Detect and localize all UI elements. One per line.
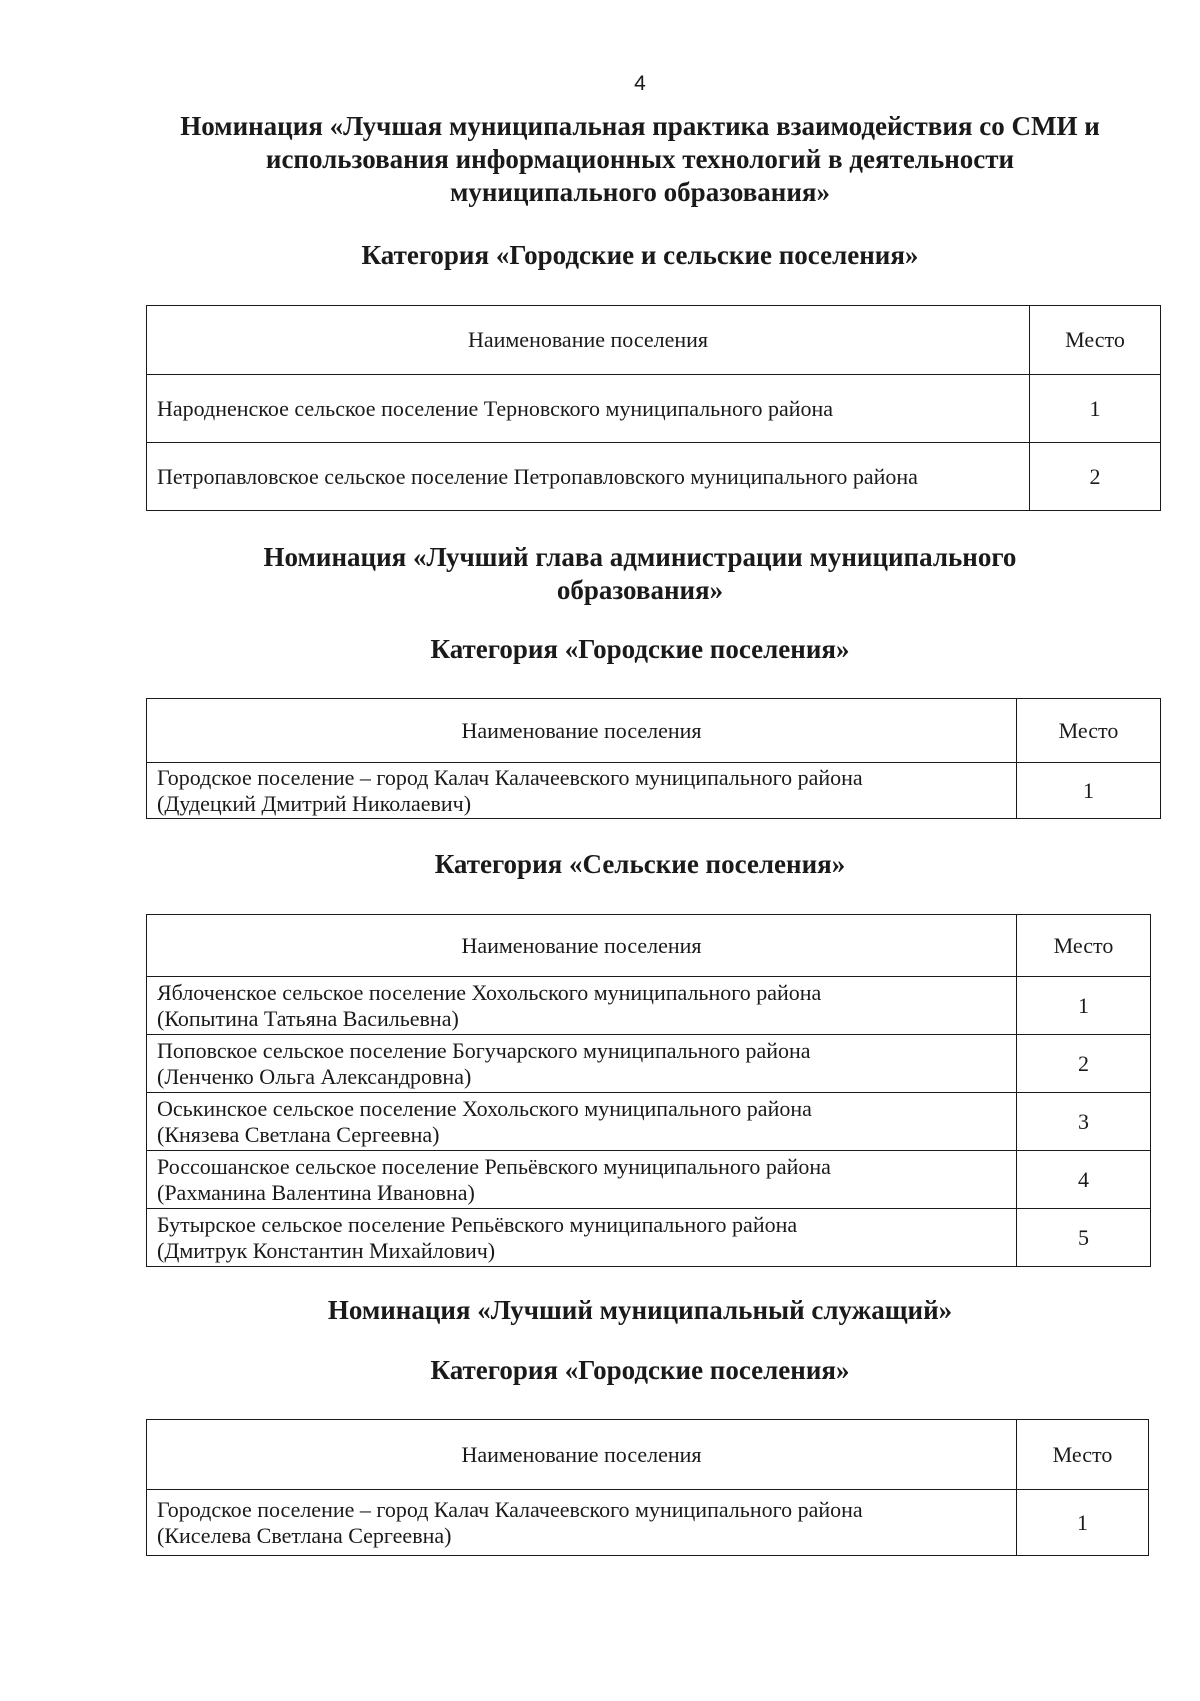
nomination-2-title	[0, 541, 1200, 607]
place-value: 2	[1017, 1035, 1151, 1093]
nomination-2-category-rural: Категория «Сельские поселения»	[434, 849, 846, 879]
settlement-name	[147, 1490, 1017, 1556]
nomination-1-title-line1: Номинация «Лучшая муниципальная практика взаимодействия со СМИ и	[180, 111, 1100, 141]
table-header-row	[147, 306, 1161, 375]
settlement-line: Оськинское сельское поселение Хохольского муниципального района	[157, 1095, 812, 1121]
person-name: (Киселева Светлана Сергеевна)	[157, 1522, 452, 1548]
settlement-line: Яблоченское сельское поселение Хохольского муниципального района	[157, 979, 822, 1005]
person-name: (Рахманина Валентина Ивановна)	[157, 1179, 475, 1205]
place-value: 2	[1030, 443, 1161, 511]
settlement-line: Городское поселение – город Калач Калачеевского муниципального района	[157, 764, 863, 790]
place-value: 1	[1017, 977, 1151, 1035]
place-value: 5	[1017, 1209, 1151, 1267]
person-name: (Дудецкий Дмитрий Николаевич)	[157, 790, 472, 816]
nomination-2-urban-table	[146, 698, 1161, 819]
table-header-row	[147, 915, 1151, 977]
table-row	[147, 1093, 1151, 1151]
header-name: Наименование поселения	[147, 915, 1017, 977]
nomination-2-title-line2: образования»	[556, 575, 724, 605]
table-header-row	[147, 699, 1161, 763]
place-value: 4	[1017, 1151, 1151, 1209]
nomination-3-table	[146, 1419, 1149, 1556]
nomination-1-title	[0, 110, 1200, 209]
nomination-2-category-urban: Категория «Городские поселения»	[430, 634, 850, 664]
table-row	[147, 1035, 1151, 1093]
settlement-line: Поповское сельское поселение Богучарского муниципального района	[157, 1037, 811, 1063]
nomination-2-title-line1: Номинация «Лучший глава администрации муниципального	[263, 542, 1017, 572]
table-row	[147, 977, 1151, 1035]
place-value: 3	[1017, 1093, 1151, 1151]
table-row	[147, 1209, 1151, 1267]
page-number: 4	[634, 72, 646, 95]
nomination-1-title-line3: муниципального образования»	[449, 177, 831, 207]
table-row	[147, 1490, 1149, 1556]
settlement-name	[147, 1035, 1017, 1093]
person-name: (Копытина Татьяна Васильевна)	[157, 1005, 459, 1031]
person-name: (Дмитрук Константин Михайлович)	[157, 1237, 496, 1263]
header-place: Место	[1017, 915, 1151, 977]
nomination-2-rural-table	[146, 914, 1151, 1267]
settlement-name: Народненское сельское поселение Терновского муниципального района	[147, 375, 1030, 443]
settlement-name	[147, 763, 1017, 819]
settlement-name: Петропавловское сельское поселение Петропавловского муниципального района	[147, 443, 1030, 511]
table-row	[147, 375, 1161, 443]
nomination-1-title-line2: использования информационных технологий в деятельности	[265, 144, 1015, 174]
nomination-1-table	[146, 305, 1161, 511]
place-value: 1	[1017, 763, 1161, 819]
settlement-name	[147, 1209, 1017, 1267]
header-place: Место	[1030, 306, 1161, 375]
person-name: (Князева Светлана Сергеевна)	[157, 1121, 440, 1147]
nomination-3-category: Категория «Городские поселения»	[430, 1355, 850, 1385]
header-place: Место	[1017, 1420, 1149, 1490]
settlement-name	[147, 1093, 1017, 1151]
settlement-line: Городское поселение – город Калач Калачеевского муниципального района	[157, 1496, 863, 1522]
table-row	[147, 763, 1161, 819]
nomination-1-category: Категория «Городские и сельские поселения»	[361, 240, 919, 270]
table-row	[147, 443, 1161, 511]
place-value: 1	[1030, 375, 1161, 443]
place-value: 1	[1017, 1490, 1149, 1556]
settlement-line: Бутырское сельское поселение Репьёвского муниципального района	[157, 1211, 798, 1237]
header-place: Место	[1017, 699, 1161, 763]
settlement-name	[147, 1151, 1017, 1209]
nomination-3-title: Номинация «Лучший муниципальный служащий»	[327, 1295, 953, 1325]
table-header-row	[147, 1420, 1149, 1490]
settlement-name	[147, 977, 1017, 1035]
settlement-line: Россошанское сельское поселение Репьёвского муниципального района	[157, 1153, 831, 1179]
header-name: Наименование поселения	[147, 1420, 1017, 1490]
table-row	[147, 1151, 1151, 1209]
person-name: (Ленченко Ольга Александровна)	[157, 1063, 472, 1089]
header-name: Наименование поселения	[147, 699, 1017, 763]
header-name: Наименование поселения	[147, 306, 1030, 375]
